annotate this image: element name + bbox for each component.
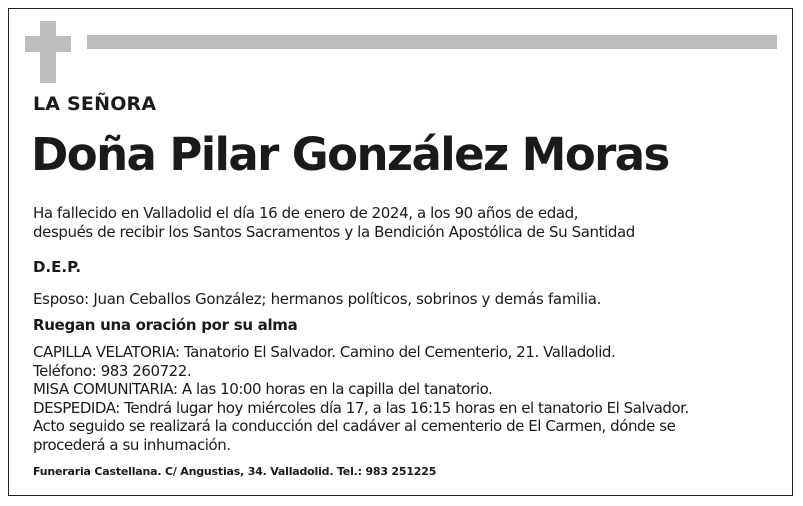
service-details (33, 343, 689, 455)
announcement-line-1: Ha fallecido en Valladolid el día 16 de enero de 2024, a los 90 años de edad, (33, 204, 579, 222)
header-rule (87, 35, 777, 49)
deceased-name: Doña Pilar González Moras (31, 128, 669, 181)
cross-horizontal-bar (25, 36, 71, 52)
details-line-1: CAPILLA VELATORIA: Tanatorio El Salvador. Camino del Cementerio, 21. Valladolid. (33, 343, 616, 361)
rip-text: D.E.P. (33, 258, 82, 276)
prayer-request: Ruegan una oración por su alma (33, 316, 298, 334)
announcement (33, 204, 635, 242)
cross-vertical-bar (40, 21, 56, 83)
title-prefix: LA SEÑORA (33, 93, 157, 115)
details-line-2: Teléfono: 983 260722. (33, 361, 192, 380)
details-line-6: procederá a su inhumación. (33, 435, 231, 454)
details-line-5: Acto seguido se realizará la conducción del cadáver al cementerio de El Carmen, dónde se (33, 417, 676, 436)
obituary-frame (8, 8, 793, 496)
announcement-line-2: después de recibir los Santos Sacramentos y la Bendición Apostólica de Su Santidad (33, 223, 635, 241)
cross-icon (25, 21, 71, 83)
details-line-3: MISA COMUNITARIA: A las 10:00 horas en la capilla del tanatorio. (33, 380, 493, 399)
family-text: Esposo: Juan Ceballos González; hermanos políticos, sobrinos y demás familia. (33, 290, 602, 308)
details-line-4: DESPEDIDA: Tendrá lugar hoy miércoles día 17, a las 16:15 horas en el tanatorio El Salvador. (33, 398, 689, 417)
funeral-home-footer: Funeraria Castellana. C/ Angustias, 34. Valladolid. Tel.: 983 251225 (33, 465, 437, 478)
